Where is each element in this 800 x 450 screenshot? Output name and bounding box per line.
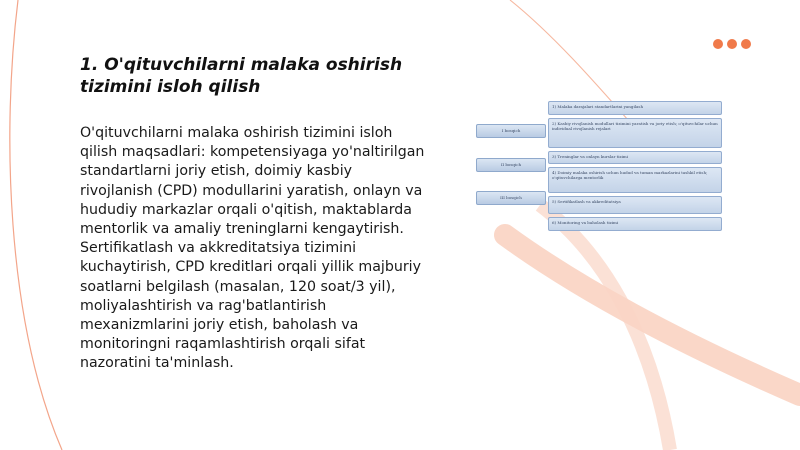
dot-icon bbox=[741, 39, 751, 49]
step-box-6: 6) Monitoring va baholash tizimi bbox=[548, 217, 722, 231]
dot-icon bbox=[713, 39, 723, 49]
stage-box-1: I bosqich bbox=[476, 124, 546, 138]
step-box-5: 5) Sertifikatlash va akkreditatsiya bbox=[548, 196, 722, 214]
left-arc-line bbox=[10, 0, 62, 450]
step-box-3: 3) Treninglar va onlayn kurslar tizimi bbox=[548, 151, 722, 164]
step-box-2: 2) Kasbiy rivojlanish modullari tizimini yaratish va joriy etish; o'qituvchilar uchun individual rivojlanish rejalari bbox=[548, 118, 722, 148]
step-box-4: 4) Doimiy malaka oshirish uchun hudud va tuman markazlarini tashkil etish; o'qituvchilarga mentorlik bbox=[548, 167, 722, 193]
stage-box-2: II bosqich bbox=[476, 158, 546, 172]
stages-diagram bbox=[476, 101, 726, 233]
menu-dots-icon bbox=[713, 39, 751, 49]
dot-icon bbox=[727, 39, 737, 49]
step-box-1: 1) Malaka darajalari standartlarini yangilash bbox=[548, 101, 722, 115]
stage-box-3: III bosqich bbox=[476, 191, 546, 205]
slide-body-text: O'qituvchilarni malaka oshirish tizimini isloh qilish maqsadlari: kompetensiyaga yo'naltirilgan standartlarni joriy etish, doimiy kasbiy rivojlanish (CPD) modullarini yaratish, onlayn va hududiy markazlar orqali o'qitish, maktablarda mentorlik va amaliy treninglarni kengaytirish. Sertifikatlash va akkreditatsiya tizimini kuchaytirish, CPD kreditlari orqali yillik majburiy soatlarni belgilash (masalan, 120 soat/3 yil), moliyalashtirish va rag'batlantirish mexanizmlarini joriy etish, baholash va monitoringni raqamlashtirish orqali sifat nazoratini ta'minlash. bbox=[80, 125, 425, 372]
slide-title: 1. O'qituvchilarni malaka oshirish tizimini isloh qilish bbox=[80, 55, 403, 97]
